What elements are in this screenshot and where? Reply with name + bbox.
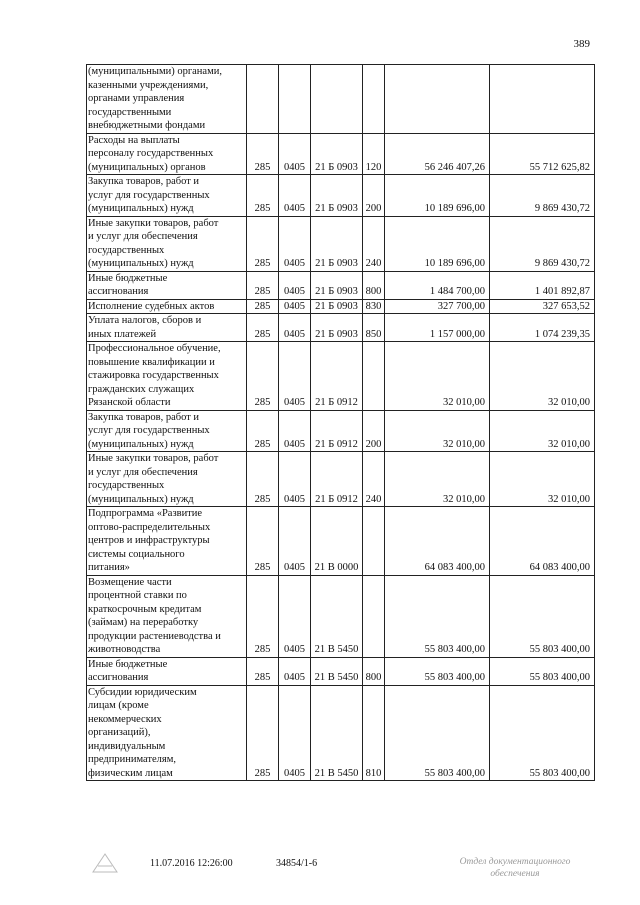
expense-type: 240: [363, 452, 385, 507]
row-name: [87, 342, 247, 411]
row-name-line: (муниципальных) нужд: [88, 258, 194, 269]
row-name-line: Закупка товаров, работ и: [88, 176, 200, 187]
amount-executed: 1 074 239,35: [490, 314, 595, 342]
target-article: 21 Б 0912: [311, 342, 363, 411]
dept-code: 285: [247, 685, 279, 781]
row-name: [87, 507, 247, 576]
table-row: [87, 575, 595, 657]
section-code: 0405: [279, 575, 311, 657]
budget-table: [86, 64, 595, 781]
dept-code: 285: [247, 342, 279, 411]
row-name-line: Закупка товаров, работ и: [88, 411, 200, 423]
row-name-line: питания»: [88, 562, 130, 573]
archive-logo-shape: [90, 852, 120, 874]
row-name-line: Иные закупки товаров, работ: [88, 217, 219, 229]
dept-code: 285: [247, 175, 279, 217]
section-code: 0405: [279, 507, 311, 576]
footer-doc-number: 34854/1-6: [276, 858, 318, 869]
table-row: [87, 299, 595, 314]
dept-code: 285: [247, 657, 279, 685]
table-row: [87, 65, 595, 134]
row-name-line: Уплата налогов, сборов и: [88, 315, 202, 326]
row-name-line: физическим лицам: [88, 767, 173, 779]
row-name: [87, 685, 247, 781]
row-name-line: ассигнования: [88, 286, 149, 297]
amount-planned: 55 803 400,00: [385, 575, 490, 657]
row-name-line: Подпрограмма «Развитие: [88, 508, 203, 519]
row-name-line: центров и инфраструктуры: [88, 535, 210, 546]
row-name-line: Профессиональное обучение,: [88, 343, 221, 354]
row-name: [87, 657, 247, 685]
amount-executed: 55 803 400,00: [490, 685, 595, 781]
row-name-line: лицам (кроме: [88, 700, 149, 711]
row-name-line: повышение квалификации и: [88, 356, 215, 368]
footer-date: 11.07.2016 12:26:00: [150, 858, 233, 869]
table-row: [87, 410, 595, 452]
expense-type: 830: [363, 299, 385, 314]
target-article: 21 Б 0912: [311, 410, 363, 452]
expense-type: [363, 342, 385, 411]
row-name: [87, 575, 247, 657]
section-code: [279, 65, 311, 134]
amount-planned: 56 246 407,26: [385, 133, 490, 175]
amount-executed: 32 010,00: [490, 452, 595, 507]
row-name-line: иных платежей: [88, 328, 157, 340]
archive-logo-icon: [90, 852, 120, 884]
dept-code: [247, 65, 279, 134]
row-name-line: процентной ставки по: [88, 590, 187, 601]
amount-executed: 9 869 430,72: [490, 216, 595, 271]
row-name-line: государственными: [88, 106, 172, 118]
amount-planned: 1 484 700,00: [385, 271, 490, 299]
row-name-line: (муниципальных) нужд: [88, 438, 194, 450]
target-article: 21 Б 0912: [311, 452, 363, 507]
amount-planned: [385, 65, 490, 134]
row-name-line: Рязанской области: [88, 397, 171, 408]
row-name-line: организаций),: [88, 727, 151, 738]
stamp-line-1: Отдел документационного: [459, 857, 571, 867]
section-code: 0405: [279, 342, 311, 411]
expense-type: 240: [363, 216, 385, 271]
row-name-line: стажировка государственных: [88, 370, 219, 381]
row-name-line: системы социального: [88, 548, 185, 560]
expense-type: 800: [363, 271, 385, 299]
amount-planned: 10 189 696,00: [385, 175, 490, 217]
expense-type: 810: [363, 685, 385, 781]
row-name: [87, 452, 247, 507]
row-name-line: государственных: [88, 244, 165, 256]
row-name-line: животноводства: [88, 644, 161, 655]
amount-planned: 32 010,00: [385, 342, 490, 411]
row-name-line: индивидуальным: [88, 740, 166, 752]
table-row: [87, 657, 595, 685]
section-code: 0405: [279, 175, 311, 217]
section-code: 0405: [279, 299, 311, 314]
row-name: [87, 271, 247, 299]
row-name-line: продукции растениеводства и: [88, 630, 221, 642]
row-name-line: органами управления: [88, 93, 185, 104]
amount-planned: 55 803 400,00: [385, 685, 490, 781]
expense-type: 800: [363, 657, 385, 685]
amount-planned: 10 189 696,00: [385, 216, 490, 271]
dept-code: 285: [247, 452, 279, 507]
section-code: 0405: [279, 410, 311, 452]
dept-code: 285: [247, 271, 279, 299]
row-name-line: Возмещение части: [88, 576, 172, 588]
table-row: [87, 685, 595, 781]
row-name-line: ассигнования: [88, 672, 149, 683]
dept-code: 285: [247, 299, 279, 314]
target-article: 21 В 0000: [311, 507, 363, 576]
expense-type: 120: [363, 133, 385, 175]
row-name-line: предпринимателям,: [88, 754, 177, 765]
row-name: [87, 314, 247, 342]
row-name: [87, 410, 247, 452]
target-article: 21 В 5450: [311, 685, 363, 781]
amount-planned: 64 083 400,00: [385, 507, 490, 576]
amount-executed: 55 803 400,00: [490, 657, 595, 685]
dept-code: 285: [247, 575, 279, 657]
amount-executed: 55 803 400,00: [490, 575, 595, 657]
row-name: [87, 299, 247, 314]
expense-type: 200: [363, 175, 385, 217]
row-name-line: оптово-распределительных: [88, 521, 211, 533]
row-name-line: персоналу государственных: [88, 148, 214, 159]
row-name-line: (муниципальных) органов: [88, 161, 206, 173]
row-name-line: (муниципальных) нужд: [88, 493, 194, 505]
table-row: [87, 452, 595, 507]
amount-planned: 32 010,00: [385, 410, 490, 452]
row-name-line: казенными учреждениями,: [88, 79, 209, 91]
expense-type: [363, 65, 385, 134]
row-name-line: и услуг для обеспечения: [88, 466, 198, 478]
section-code: 0405: [279, 271, 311, 299]
row-name-line: некоммерческих: [88, 713, 162, 725]
row-name-line: (муниципальными) органами,: [88, 66, 222, 77]
table-row: [87, 175, 595, 217]
row-name-line: Расходы на выплаты: [88, 134, 180, 146]
amount-planned: 55 803 400,00: [385, 657, 490, 685]
amount-planned: 327 700,00: [385, 299, 490, 314]
amount-executed: 9 869 430,72: [490, 175, 595, 217]
table-row: [87, 133, 595, 175]
table-row: [87, 507, 595, 576]
target-article: 21 В 5450: [311, 657, 363, 685]
target-article: 21 Б 0903: [311, 299, 363, 314]
expense-type: [363, 575, 385, 657]
table-row: [87, 216, 595, 271]
row-name-line: гражданских служащих: [88, 383, 195, 395]
amount-executed: 55 712 625,82: [490, 133, 595, 175]
target-article: 21 Б 0903: [311, 271, 363, 299]
row-name: [87, 216, 247, 271]
amount-planned: 32 010,00: [385, 452, 490, 507]
row-name-line: внебюджетными фондами: [88, 120, 206, 131]
row-name-line: Иные бюджетные: [88, 272, 168, 284]
dept-code: 285: [247, 216, 279, 271]
section-code: 0405: [279, 685, 311, 781]
row-name-line: и услуг для обеспечения: [88, 231, 198, 242]
row-name-line: Иные бюджетные: [88, 658, 168, 670]
section-code: 0405: [279, 452, 311, 507]
table-row: [87, 271, 595, 299]
amount-executed: 1 401 892,87: [490, 271, 595, 299]
row-name-line: государственных: [88, 480, 165, 491]
target-article: 21 В 5450: [311, 575, 363, 657]
target-article: 21 Б 0903: [311, 216, 363, 271]
amount-executed: 64 083 400,00: [490, 507, 595, 576]
section-code: 0405: [279, 314, 311, 342]
target-article: 21 Б 0903: [311, 133, 363, 175]
dept-code: 285: [247, 507, 279, 576]
row-name-line: (муниципальных) нужд: [88, 203, 194, 214]
expense-type: 200: [363, 410, 385, 452]
target-article: 21 Б 0903: [311, 314, 363, 342]
dept-code: 285: [247, 314, 279, 342]
page-number: 389: [573, 38, 590, 50]
row-name-line: Иные закупки товаров, работ: [88, 453, 219, 464]
department-stamp: [430, 856, 600, 880]
row-name-line: краткосрочным кредитам: [88, 603, 202, 615]
amount-executed: [490, 65, 595, 134]
target-article: 21 Б 0903: [311, 175, 363, 217]
amount-executed: 32 010,00: [490, 342, 595, 411]
dept-code: 285: [247, 410, 279, 452]
row-name-line: услуг для государственных: [88, 425, 210, 436]
expense-type: 850: [363, 314, 385, 342]
amount-planned: 1 157 000,00: [385, 314, 490, 342]
section-code: 0405: [279, 216, 311, 271]
expense-type: [363, 507, 385, 576]
stamp-line-2: обеспечения: [490, 869, 540, 879]
amount-executed: 32 010,00: [490, 410, 595, 452]
row-name: [87, 65, 247, 134]
table-row: [87, 314, 595, 342]
row-name: [87, 133, 247, 175]
row-name: [87, 175, 247, 217]
row-name-line: услуг для государственных: [88, 189, 210, 201]
table-row: [87, 342, 595, 411]
dept-code: 285: [247, 133, 279, 175]
target-article: [311, 65, 363, 134]
row-name-line: (займам) на переработку: [88, 617, 199, 628]
page-footer: [0, 852, 640, 892]
budget-table-body: [87, 65, 595, 781]
row-name-line: Исполнение судебных актов: [88, 300, 215, 312]
row-name-line: Субсидии юридическим: [88, 686, 197, 698]
amount-executed: 327 653,52: [490, 299, 595, 314]
section-code: 0405: [279, 133, 311, 175]
section-code: 0405: [279, 657, 311, 685]
